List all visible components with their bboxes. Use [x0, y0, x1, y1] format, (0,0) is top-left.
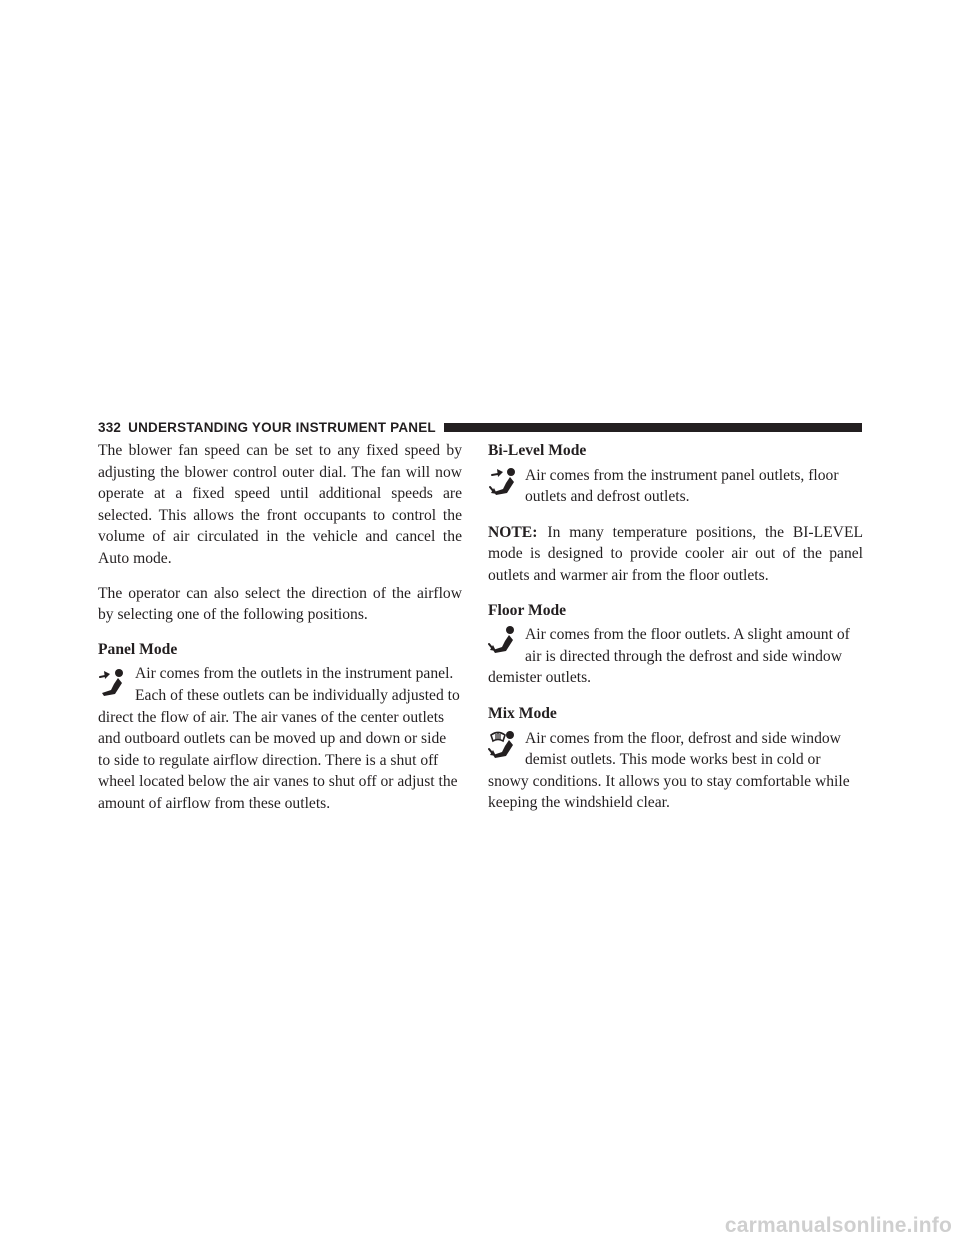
- mix-mode-icon: [488, 728, 516, 768]
- bi-level-mode-icon: [488, 465, 516, 505]
- header-rule: [444, 423, 862, 432]
- bi-level-mode-description: Air comes from the instrument panel outlets, floor outlets and defrost outlets.: [525, 466, 839, 506]
- floor-mode-heading: Floor Mode: [488, 601, 567, 619]
- section-title: UNDERSTANDING YOUR INSTRUMENT PANEL: [128, 419, 436, 435]
- note-label: NOTE:: [488, 523, 538, 541]
- watermark-link[interactable]: carmanualsonline.info: [724, 1214, 952, 1237]
- note-text: In many temperature positions, the BI-LEVEL mode is designed to provide cooler air out of the panel outlets and warmer air from the floor outlets.: [488, 523, 863, 584]
- bi-level-mode-section: [488, 465, 863, 508]
- panel-mode-icon: [98, 663, 126, 703]
- left-column: [98, 440, 462, 829]
- page-number: 332: [98, 419, 122, 435]
- intro-paragraph-2: The operator can also select the direction of the airflow by selecting one of the following positions.: [98, 584, 462, 624]
- floor-mode-icon: [488, 624, 516, 664]
- panel-mode-heading: Panel Mode: [98, 640, 178, 658]
- page-header: [98, 417, 862, 437]
- bi-level-mode-heading: Bi-Level Mode: [488, 442, 587, 459]
- floor-mode-description: Air comes from the floor outlets. A slight amount of air is directed through the defrost and side window demister outlets.: [488, 626, 850, 687]
- mix-mode-section: [488, 728, 863, 814]
- panel-mode-description: Air comes from the outlets in the instrument panel. Each of these outlets can be individually adjusted to direct the flow of air. The air vanes of the center outlets and outboard outlets can be moved up and down or side to side to regulate airflow direction. There is a shut off wheel located below the air vanes to shut off or adjust the amount of airflow from these outlets.: [98, 665, 460, 812]
- right-column: [488, 440, 863, 828]
- panel-mode-section: [98, 663, 462, 814]
- floor-mode-section: [488, 624, 863, 689]
- mix-mode-heading: Mix Mode: [488, 704, 557, 722]
- note-paragraph: [488, 522, 863, 587]
- intro-paragraph-1: The blower fan speed can be set to any fixed speed by adjusting the blower control outer dial. The fan will now operate at a fixed speed until additional speeds are selected. This allows the front occupants to control the volume of air circulated in the vehicle and cancel the Auto mode.: [98, 442, 462, 567]
- mix-mode-description: Air comes from the floor, defrost and side window demist outlets. This mode works best in cold or snowy conditions. It allows you to stay comfortable while keeping the windshield clear.: [488, 729, 850, 812]
